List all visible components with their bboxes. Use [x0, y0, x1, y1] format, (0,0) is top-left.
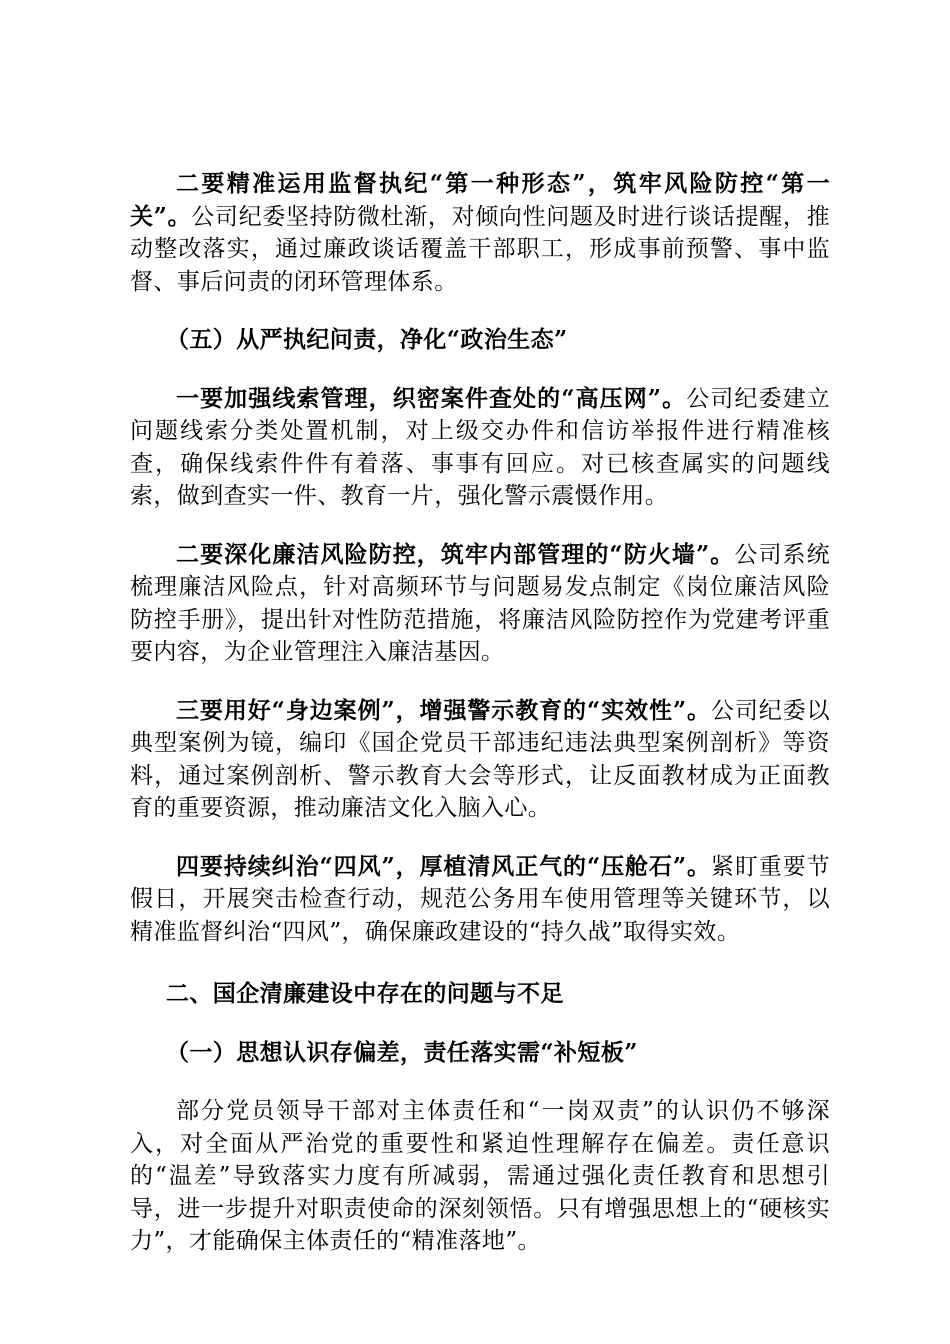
paragraph-risk-control	[130, 539, 830, 669]
paragraph-text: 公司系统梳理廉洁风险点，针对高频环节与问题易发点制定《岗位廉洁风险防控手册》，提出针对性防范措施，将廉洁风险防控作为党建考评重要内容，为企业管理注入廉洁基因。	[130, 541, 830, 665]
paragraph-first-form	[130, 168, 830, 298]
section-title-two: 二、国企清廉建设中存在的问题与不足	[166, 980, 564, 1007]
paragraph-lead: 四要持续纠治“四风”，厚植清风正气的“压舱石”。	[176, 852, 711, 880]
paragraph-lead: 二要精准运用监督执纪“第一种形态”，筑牢风险防控“第一关”。	[130, 170, 830, 230]
subsection-heading-one: （一）思想认识存偏差，责任落实需“补短板”	[166, 1038, 638, 1066]
paragraph-lead: 二要深化廉洁风险防控，筑牢内部管理的“防火墙”。	[176, 540, 735, 568]
paragraph-ideological-awareness: 部分党员领导干部对主体责任和“一岗双责”的认识仍不够深入，对全面从严治党的重要性和紧迫性理解存在偏差。责任意识的“温差”导致落实力度有所减弱，需通过强化责任教育和思想引导，进一步提升对职责使命的深刻领悟。只有增强思想上的“硬核实力”，才能确保主体责任的“精准落地”。	[130, 1098, 830, 1254]
paragraph-clue-management	[130, 383, 830, 513]
paragraph-lead: 三要用好“身边案例”，增强警示教育的“实效性”。	[176, 696, 711, 724]
paragraph-warning-education	[130, 695, 830, 825]
paragraph-text: 公司纪委坚持防微杜渐，对倾向性问题及时进行谈话提醒，推动整改落实，通过廉政谈话覆盖干部职工，形成事前预警、事中监督、事后问责的闭环管理体系。	[130, 203, 830, 295]
paragraph-text: 公司纪委以典型案例为镜，编印《国企党员干部违纪违法典型案例剖析》等资料，通过案例剖析、警示教育大会等形式，让反面教材成为正面教育的重要资源，推动廉洁文化入脑入心。	[130, 697, 830, 821]
paragraph-four-winds	[130, 851, 830, 949]
paragraph-text: 公司纪委建立问题线索分类处置机制，对上级交办件和信访举报件进行精准核查，确保线索件件有着落、事事有回应。对已核查属实的问题线索，做到查实一件、教育一片，强化警示震慑作用。	[130, 385, 830, 509]
paragraph-text: 紧盯重要节假日，开展突击检查行动，规范公务用车使用管理等关键环节，以精准监督纠治“四风”，确保廉政建设的“持久战”取得实效。	[130, 853, 830, 945]
section-heading-five: （五）从严执纪问责，净化“政治生态”	[166, 326, 568, 353]
document-body	[130, 168, 830, 1258]
paragraph-lead: 一要加强线索管理，织密案件查处的“高压网”。	[176, 384, 687, 412]
